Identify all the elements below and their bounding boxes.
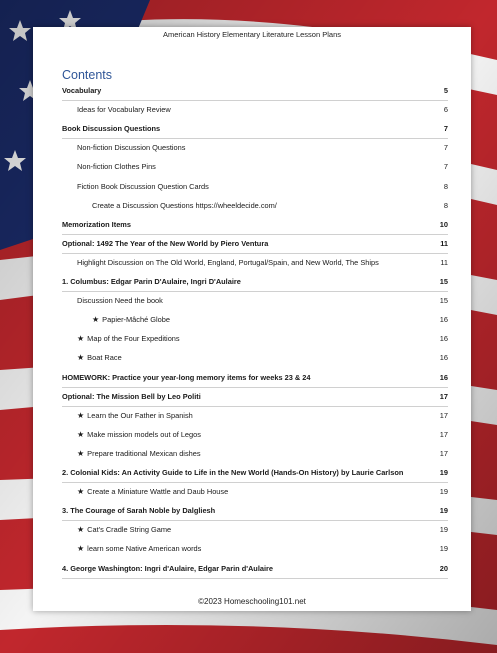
toc-entry-label bbox=[62, 219, 131, 231]
toc-entry-text: Boat Race bbox=[87, 353, 122, 363]
toc-entry[interactable] bbox=[62, 486, 448, 498]
toc-entry-label bbox=[62, 276, 241, 288]
toc-entry-text: Learn the Our Father in Spanish bbox=[87, 410, 193, 420]
toc-entry-label bbox=[92, 200, 277, 212]
toc-entry-text: Make mission models out of Legos bbox=[87, 429, 201, 439]
toc-entry-label bbox=[62, 391, 201, 403]
toc-entry-page-number: 7 bbox=[443, 143, 448, 153]
toc-entry-page-number: 7 bbox=[443, 162, 448, 172]
toc-entry-page-number: 16 bbox=[439, 334, 448, 344]
document-page bbox=[33, 27, 471, 611]
toc-entry-label bbox=[77, 352, 122, 364]
toc-entry-text: 4. George Washington: Ingri d'Aulaire, Edgar Parin d'Aulaire bbox=[62, 563, 274, 573]
star-icon: ★ bbox=[77, 410, 85, 420]
toc-entry-text: Discussion Need the book bbox=[77, 296, 163, 306]
toc-entry-label bbox=[62, 123, 160, 135]
toc-entry-page-number: 15 bbox=[439, 277, 448, 286]
toc-entry-label bbox=[77, 142, 185, 154]
toc-entry-label bbox=[62, 563, 273, 575]
toc-entry-text: Non-fiction Clothes Pins bbox=[77, 162, 156, 172]
toc-entry-label bbox=[77, 257, 379, 269]
toc-entry-page-number: 16 bbox=[439, 372, 448, 382]
toc-entry-text: 2. Colonial Kids: An Activity Guide to Life in the New World (Hands-On History) by Laurie Carlson bbox=[62, 468, 404, 477]
toc-entry[interactable] bbox=[62, 543, 448, 555]
toc-entry-text: learn some Native American words bbox=[87, 544, 202, 554]
toc-entry[interactable] bbox=[62, 295, 448, 307]
toc-entry-text: 3. The Courage of Sarah Noble by Dalgliesh bbox=[62, 506, 216, 516]
toc-entry-page-number: 10 bbox=[439, 219, 448, 229]
toc-entry-label bbox=[77, 104, 171, 116]
toc-entry-label bbox=[62, 467, 403, 479]
toc-entry-page-number: 16 bbox=[439, 353, 448, 363]
toc-entry-text: Highlight Discussion on The Old World, England, Portugal/Spain, and New World, The Ships bbox=[77, 257, 379, 267]
toc-entry-page-number: 19 bbox=[439, 506, 448, 516]
star-icon: ★ bbox=[77, 525, 85, 535]
toc-entry[interactable] bbox=[62, 352, 448, 364]
toc-entry-text: Papier-Mâché Globe bbox=[102, 315, 170, 325]
toc-entry-page-number: 19 bbox=[439, 468, 448, 477]
star-icon: ★ bbox=[77, 353, 85, 363]
toc-entry-text: Optional: The Mission Bell by Leo Politi bbox=[62, 391, 201, 401]
toc-entry-label bbox=[62, 372, 311, 384]
toc-entry-label bbox=[77, 543, 201, 555]
toc-entry-label bbox=[77, 486, 228, 498]
toc-entry[interactable] bbox=[62, 467, 448, 479]
toc-entry-text: Fiction Book Discussion Question Cards bbox=[77, 181, 209, 191]
toc-entry[interactable] bbox=[62, 410, 448, 422]
toc-entry[interactable] bbox=[62, 429, 448, 441]
toc-entry-page-number: 19 bbox=[439, 544, 448, 554]
toc-entry-page-number: 17 bbox=[439, 410, 448, 420]
toc-entry-text: Create a Discussion Questions https://wheeldecide.com/ bbox=[92, 200, 277, 210]
toc-entry-label bbox=[77, 333, 180, 345]
page-header: American History Elementary Literature Lesson Plans bbox=[163, 30, 341, 39]
toc-entry-page-number: 8 bbox=[443, 200, 448, 210]
toc-entry[interactable] bbox=[62, 200, 448, 212]
toc-entry-label bbox=[62, 85, 101, 97]
toc-entry[interactable] bbox=[62, 314, 448, 326]
toc-entry-label bbox=[62, 238, 268, 250]
toc-entry-text: Prepare traditional Mexican dishes bbox=[87, 448, 201, 458]
toc-entry-page-number: 17 bbox=[439, 429, 448, 439]
toc-entry-label bbox=[62, 505, 215, 517]
toc-entry[interactable] bbox=[62, 333, 448, 345]
toc-entry-page-number: 8 bbox=[443, 181, 448, 191]
toc-entry[interactable] bbox=[62, 505, 448, 517]
toc-entry-text: Memorization Items bbox=[62, 219, 131, 229]
toc-entry-text: 1. Columbus: Edgar Parin D'Aulaire, Ingri D'Aulaire bbox=[62, 277, 241, 286]
toc-entry[interactable] bbox=[62, 372, 448, 384]
toc-entry[interactable] bbox=[62, 219, 448, 231]
toc-entry[interactable] bbox=[62, 181, 448, 193]
toc-entry[interactable] bbox=[62, 142, 448, 154]
star-icon: ★ bbox=[77, 429, 85, 439]
toc-entry[interactable] bbox=[62, 563, 448, 575]
toc-entry-text: HOMEWORK: Practice your year-long memory items for weeks 23 & 24 bbox=[62, 372, 311, 382]
toc-entry-page-number: 17 bbox=[439, 391, 448, 401]
toc-entry[interactable] bbox=[62, 238, 448, 250]
page-footer: ©2023 Homeschooling101.net bbox=[198, 597, 306, 606]
toc-entry-text: Ideas for Vocabulary Review bbox=[77, 105, 171, 115]
toc-entry[interactable] bbox=[62, 104, 448, 116]
toc-entry-label bbox=[77, 524, 171, 536]
contents-heading: Contents bbox=[62, 68, 113, 82]
toc-entry-text: Non-fiction Discussion Questions bbox=[77, 143, 186, 153]
star-icon: ★ bbox=[77, 487, 85, 497]
toc-entry-page-number: 5 bbox=[443, 86, 448, 95]
toc-entry[interactable] bbox=[62, 85, 448, 97]
toc-entry-text: Create a Miniature Wattle and Daub House bbox=[87, 487, 229, 497]
toc-entry[interactable] bbox=[62, 524, 448, 536]
toc-entry[interactable] bbox=[62, 257, 448, 269]
toc-entry-label bbox=[77, 410, 193, 422]
toc-entry-label bbox=[77, 295, 163, 307]
toc-entry-page-number: 11 bbox=[440, 257, 448, 267]
toc-entry-label bbox=[77, 181, 209, 193]
toc-entry[interactable] bbox=[62, 448, 448, 460]
star-icon: ★ bbox=[77, 544, 85, 554]
toc-entry-page-number: 6 bbox=[443, 105, 448, 115]
toc-entry-text: Book Discussion Questions bbox=[62, 124, 161, 134]
toc-entry[interactable] bbox=[62, 276, 448, 288]
toc-entry-text: Map of the Four Expeditions bbox=[87, 334, 180, 344]
star-icon: ★ bbox=[92, 315, 100, 325]
toc-entry[interactable] bbox=[62, 161, 448, 173]
toc-entry-page-number: 19 bbox=[439, 525, 448, 535]
toc-entry-label bbox=[77, 429, 201, 441]
toc-entry-page-number: 7 bbox=[443, 124, 448, 134]
star-icon: ★ bbox=[77, 448, 85, 458]
toc-entry-page-number: 20 bbox=[439, 563, 448, 573]
toc-entry[interactable] bbox=[62, 123, 448, 135]
toc-entry-label bbox=[92, 314, 170, 326]
toc-entry-page-number: 16 bbox=[439, 315, 448, 325]
toc-entry-text: Vocabulary bbox=[62, 86, 102, 95]
star-icon: ★ bbox=[77, 334, 85, 344]
toc-entry-label bbox=[77, 448, 201, 460]
toc-entry-text: Optional: 1492 The Year of the New World by Piero Ventura bbox=[62, 238, 269, 248]
toc-entry-page-number: 15 bbox=[439, 296, 448, 306]
toc-entry-page-number: 17 bbox=[439, 448, 448, 458]
toc-entry-label bbox=[77, 161, 156, 173]
toc-entry-text: Cat's Cradle String Game bbox=[87, 525, 172, 535]
toc-entry[interactable] bbox=[62, 391, 448, 403]
toc-entry-page-number: 19 bbox=[439, 487, 448, 497]
toc-entry-page-number: 11 bbox=[440, 238, 448, 248]
